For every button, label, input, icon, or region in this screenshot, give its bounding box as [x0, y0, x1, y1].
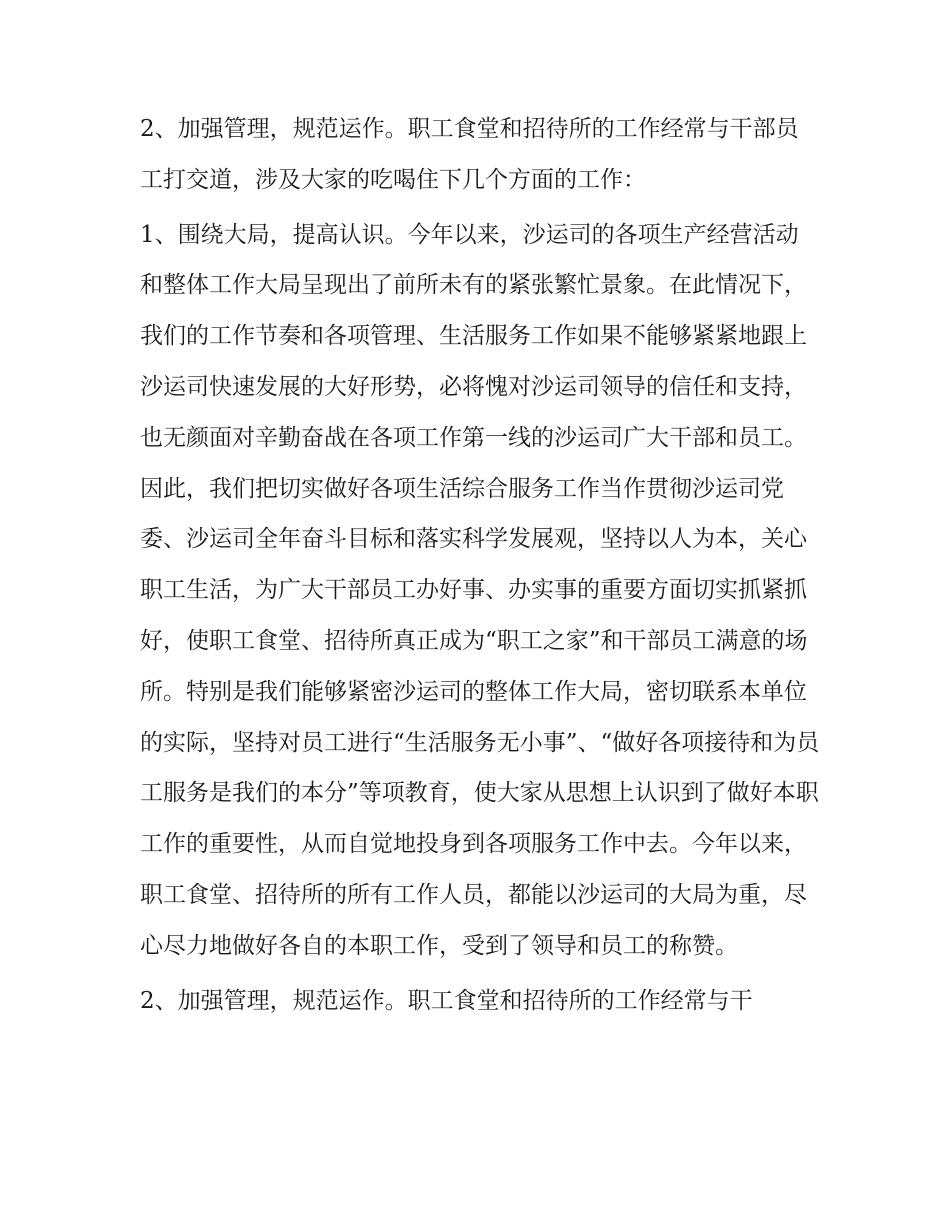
paragraph-3: 2、加强管理，规范运作。职工食堂和招待所的工作经常与干	[140, 987, 753, 1014]
paragraph-2: 1、围绕大局，提高认识。今年以来，沙运司的各项生产经营活动和整体工作大局呈现出了前所未有的紧张繁忙景象。在此情况下，我们的工作节奏和各项管理、生活服务工作如果不能够紧紧地跟上沙运司快速发展的大好形势，必将愧对沙运司领导的信任和支持，也无颜面对辛勤奋战在各项工作第一线的沙运司广大干部和员工。因此，我们把切实做好各项生活综合服务工作当作贯彻沙运司党委、沙运司全年奋斗目标和落实科学发展观，坚持以人为本，关心职工生活，为广大干部员工办好事、办实事的重要方面切实抓紧抓好，使职工食堂、招待所真正成为“职工之家”和干部员工满意的场所。特别是我们能够紧密沙运司的整体工作大局，密切联系本单位的实际，坚持对员工进行“生活服务无小事”、“做好各项接待和为员工服务是我们的本分”等项教育，使大家从思想上认识到了做好本职工作的重要性，从而自觉地投身到各项服务工作中去。今年以来，职工食堂、招待所的所有工作人员，都能以沙运司的大局为重，尽心尽力地做好各自的本职工作，受到了领导和员工的称赞。	[140, 221, 820, 959]
paragraph-1: 2、加强管理，规范运作。职工食堂和招待所的工作经常与干部员工打交道，涉及大家的吃喝住下几个方面的工作：	[140, 116, 799, 193]
document-body	[140, 104, 820, 1030]
